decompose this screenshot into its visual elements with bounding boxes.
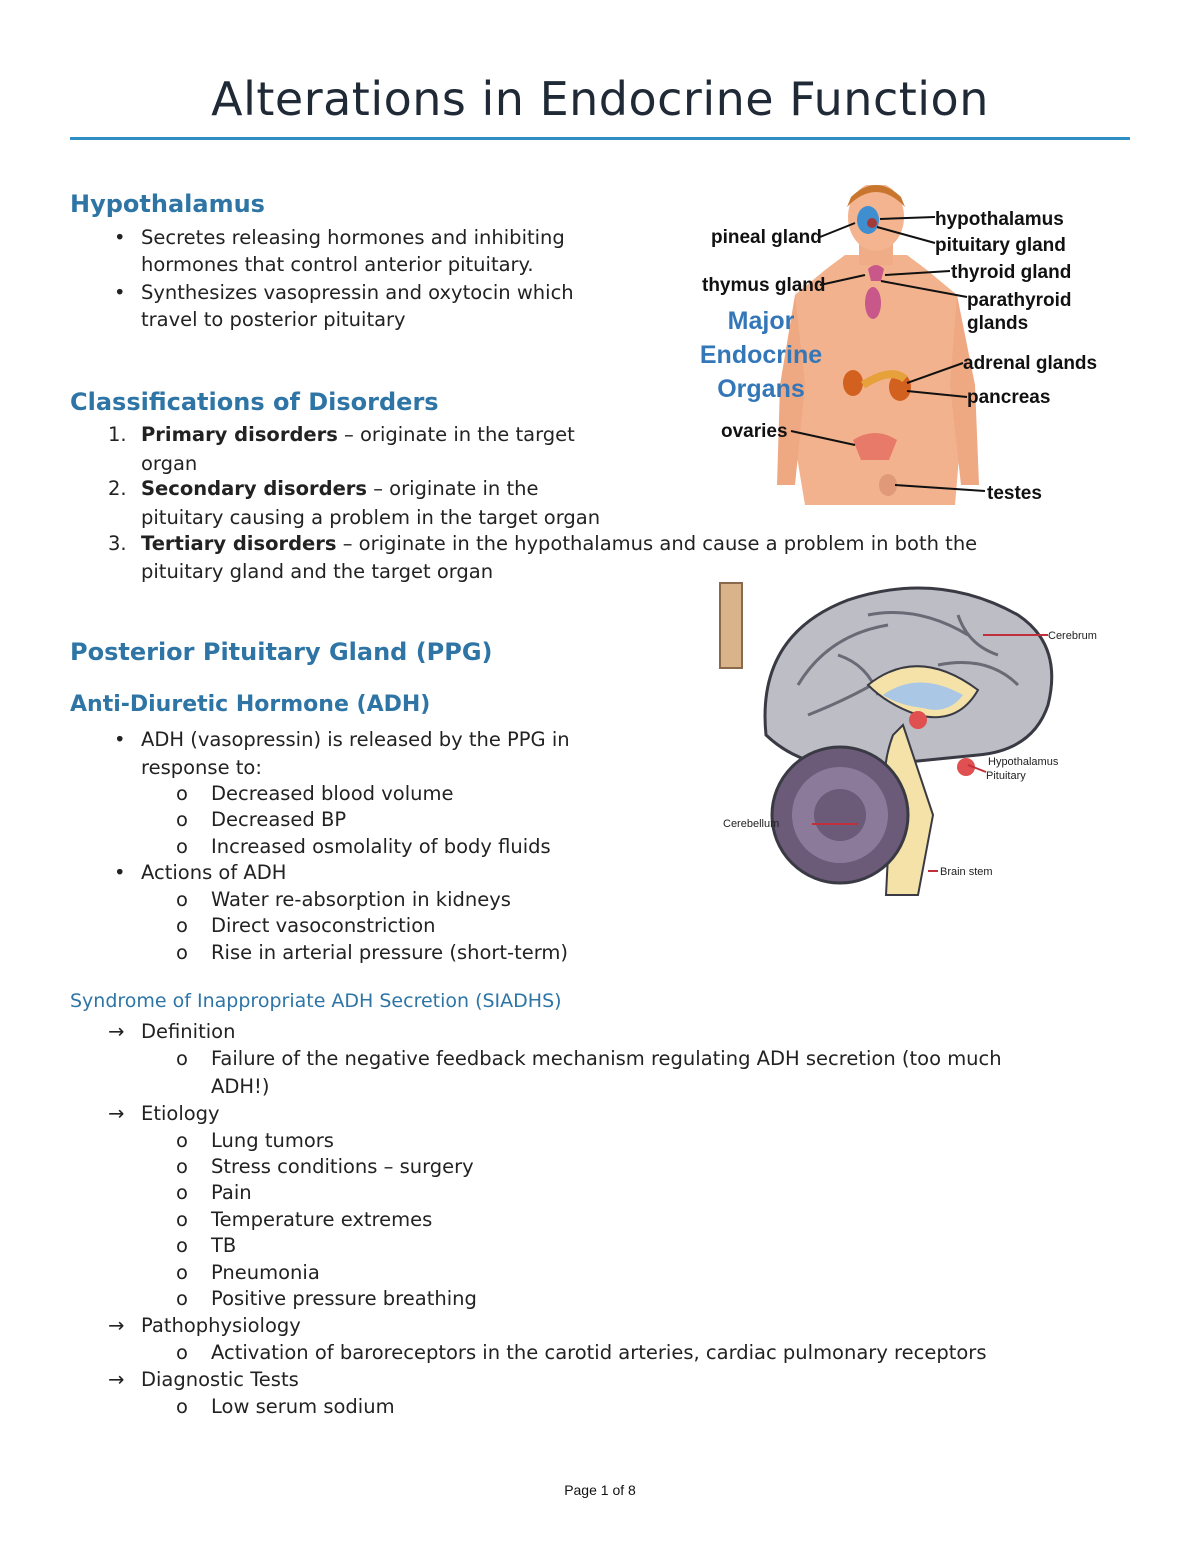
label-thyroid-gland: thyroid gland	[951, 262, 1072, 283]
list-item: 1. Primary disorders – originate in the target	[108, 423, 575, 446]
sub-list-item: o Direct vasoconstriction	[176, 914, 436, 937]
sub-marker: o	[176, 1261, 188, 1284]
label-adrenal-glands: adrenal glands	[963, 353, 1098, 374]
endocrine-organs-figure	[695, 185, 1115, 520]
bullet-marker: •	[114, 728, 126, 751]
label-pineal-gland: pineal gland	[711, 227, 822, 248]
adh-heading: Anti-Diuretic Hormone (ADH)	[70, 692, 431, 717]
label-hypothalamus-brain: Hypothalamus	[988, 756, 1059, 768]
sub-marker: o	[176, 1208, 188, 1231]
label-pituitary-gland: pituitary gland	[935, 235, 1066, 256]
label-hypothalamus: hypothalamus	[935, 209, 1064, 230]
label-parathyroid: parathyroid	[967, 290, 1072, 311]
arrow-marker: →	[108, 1020, 125, 1043]
sub-marker: o	[176, 1047, 188, 1070]
sub-list-item: o Temperature extremes	[176, 1208, 433, 1231]
siadhs-heading: Syndrome of Inappropriate ADH Secretion (SIADHS)	[70, 990, 562, 1012]
label-cerebellum: Cerebellum	[723, 818, 780, 830]
sub-list-item: o Water re-absorption in kidneys	[176, 888, 511, 911]
term-label: Secondary disorders	[141, 477, 368, 500]
list-item-continuation: hormones that control anterior pituitary.	[141, 253, 534, 276]
sub-marker: o	[176, 835, 188, 858]
arrow-marker: →	[108, 1314, 125, 1337]
label-ovaries: ovaries	[721, 421, 788, 442]
hypothalamus-heading: Hypothalamus	[70, 190, 265, 218]
list-number: 2.	[108, 477, 127, 500]
arrow-item: → Definition	[108, 1020, 236, 1043]
sub-marker: o	[176, 808, 188, 831]
sub-list-item: o Activation of baroreceptors in the carotid arteries, cardiac pulmonary receptors	[176, 1341, 987, 1364]
bullet-marker: •	[114, 226, 126, 249]
arrow-marker: →	[108, 1368, 125, 1391]
caption-major: Major	[727, 307, 795, 335]
bullet-marker: •	[114, 281, 126, 304]
sub-list-item: o Failure of the negative feedback mechanism regulating ADH secretion (too much	[176, 1047, 1002, 1070]
sub-marker: o	[176, 1341, 188, 1364]
sub-marker: o	[176, 1181, 188, 1204]
sub-list-item: o Stress conditions – surgery	[176, 1155, 474, 1178]
list-item-continuation: travel to posterior pituitary	[141, 308, 406, 331]
sub-list-item: o Lung tumors	[176, 1129, 334, 1152]
brain-figure	[718, 575, 1110, 905]
ppg-heading: Posterior Pituitary Gland (PPG)	[70, 638, 493, 666]
caption-organs: Organs	[717, 375, 805, 403]
arrow-item: → Pathophysiology	[108, 1314, 301, 1337]
sub-list-item: o Increased osmolality of body fluids	[176, 835, 551, 858]
term-label: Tertiary disorders	[141, 532, 337, 555]
list-item-continuation: ADH!)	[211, 1075, 270, 1098]
arrow-item: → Etiology	[108, 1102, 220, 1125]
classifications-heading: Classifications of Disorders	[70, 388, 439, 416]
sub-list-item: o Decreased blood volume	[176, 782, 454, 805]
label-thymus-gland: thymus gland	[702, 275, 826, 296]
sub-marker: o	[176, 1129, 188, 1152]
sub-list-item: o Rise in arterial pressure (short-term)	[176, 941, 569, 964]
label-pituitary-brain: Pituitary	[986, 770, 1026, 782]
list-number: 3.	[108, 532, 127, 555]
list-number: 1.	[108, 423, 127, 446]
list-item: 2. Secondary disorders – originate in the	[108, 477, 539, 500]
sub-list-item: o Pneumonia	[176, 1261, 320, 1284]
brain-illustration	[720, 583, 1052, 895]
sub-list-item: o Pain	[176, 1181, 252, 1204]
sub-list-item: o Low serum sodium	[176, 1395, 395, 1418]
label-pancreas: pancreas	[967, 387, 1051, 408]
sub-marker: o	[176, 914, 188, 937]
label-testes: testes	[987, 483, 1042, 504]
sub-marker: o	[176, 888, 188, 911]
label-brain-stem: Brain stem	[940, 866, 993, 878]
sub-list-item: o Positive pressure breathing	[176, 1287, 477, 1310]
sub-marker: o	[176, 1234, 188, 1257]
caption-endocrine: Endocrine	[699, 341, 823, 369]
sub-list-item: o Decreased BP	[176, 808, 347, 831]
arrow-marker: →	[108, 1102, 125, 1125]
list-item: 3. Tertiary disorders – originate in the hypothalamus and cause a problem in both the	[108, 532, 978, 555]
page-title: Alterations in Endocrine Function	[211, 72, 989, 126]
page-footer: Page 1 of 8	[564, 1482, 636, 1498]
bullet-marker: •	[114, 861, 126, 884]
term-label: Primary disorders	[141, 423, 338, 446]
list-item-continuation: organ	[141, 452, 198, 475]
sub-marker: o	[176, 1155, 188, 1178]
sub-list-item: o TB	[176, 1234, 237, 1257]
label-parathyroid-glands: glands	[967, 313, 1029, 334]
list-item-continuation: response to:	[141, 756, 262, 779]
sub-marker: o	[176, 1287, 188, 1310]
list-item-continuation: pituitary gland and the target organ	[141, 560, 494, 583]
sub-marker: o	[176, 941, 188, 964]
sub-marker: o	[176, 1395, 188, 1418]
arrow-item: → Diagnostic Tests	[108, 1368, 299, 1391]
sub-marker: o	[176, 782, 188, 805]
title-rule	[70, 137, 1130, 140]
list-item-continuation: pituitary causing a problem in the target organ	[141, 506, 601, 529]
label-cerebrum: Cerebrum	[1048, 630, 1097, 642]
